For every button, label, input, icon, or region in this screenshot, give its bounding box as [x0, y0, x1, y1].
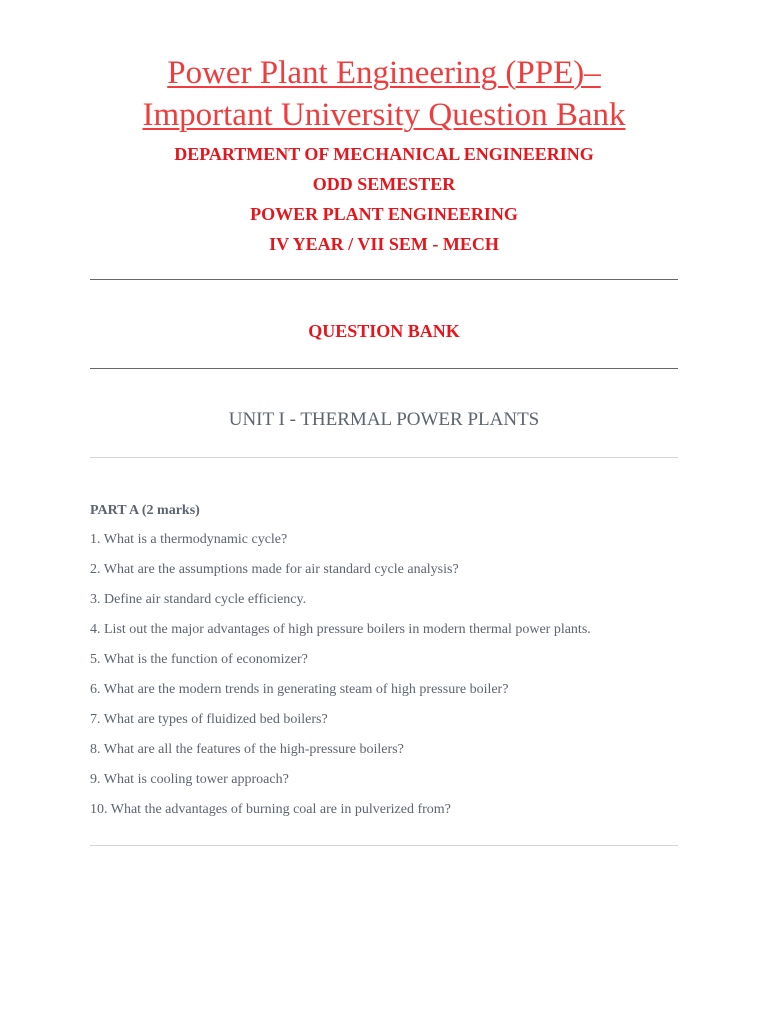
title-line-1: Power Plant Engineering (PPE)–: [167, 55, 601, 91]
question-item: 4. List out the major advantages of high pressure boilers in modern thermal power plants.: [90, 622, 591, 637]
unit-heading: UNIT I - THERMAL POWER PLANTS: [228, 409, 540, 430]
document-title: [0, 52, 768, 136]
question-item: 7. What are types of fluidized bed boilers?: [90, 712, 328, 727]
question-item: 2. What are the assumptions made for air standard cycle analysis?: [90, 562, 459, 577]
divider-top: [90, 279, 678, 280]
subject-heading: POWER PLANT ENGINEERING: [250, 204, 518, 224]
question-list: [90, 531, 690, 831]
divider-bottom: [90, 845, 678, 846]
question-item: 5. What is the function of economizer?: [90, 652, 308, 667]
question-item: 10. What the advantages of burning coal are in pulverized from?: [90, 802, 451, 817]
question-item: 8. What are all the features of the high-pressure boilers?: [90, 742, 404, 757]
department-heading: DEPARTMENT OF MECHANICAL ENGINEERING: [174, 144, 594, 164]
year-heading: IV YEAR / VII SEM - MECH: [269, 234, 499, 254]
divider-unit: [90, 457, 678, 458]
question-item: 9. What is cooling tower approach?: [90, 772, 289, 787]
part-a-heading: PART A (2 marks): [90, 503, 200, 518]
divider-middle: [90, 368, 678, 369]
question-item: 6. What are the modern trends in generating steam of high pressure boiler?: [90, 682, 509, 697]
title-line-2: Important University Question Bank: [142, 97, 626, 133]
question-bank-heading: QUESTION BANK: [308, 321, 460, 341]
question-item: 1. What is a thermodynamic cycle?: [90, 532, 288, 547]
semester-heading: ODD SEMESTER: [312, 174, 456, 194]
question-item: 3. Define air standard cycle efficiency.: [90, 592, 307, 607]
